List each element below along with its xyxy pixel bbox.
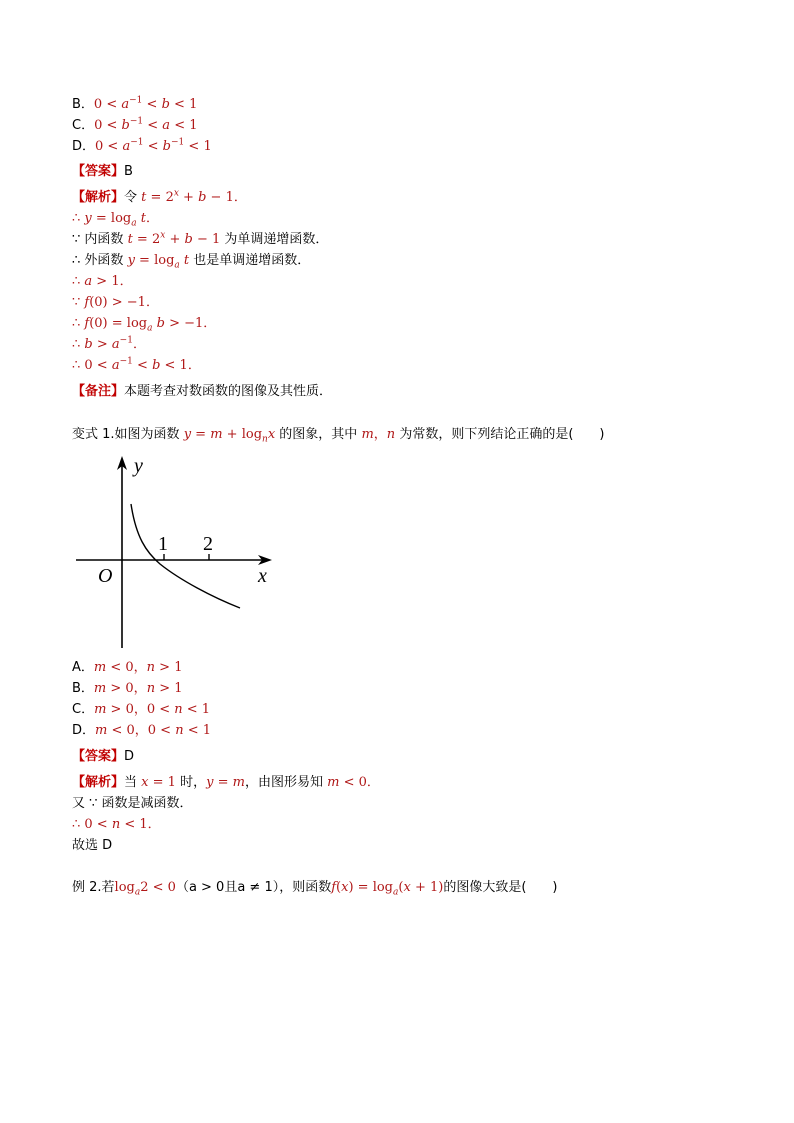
log-curve [131, 504, 240, 608]
variant-stem: 变式 1.如图为函数 $y = m + \log_nx$ 的图象，其中 m，n 为常数，则下列结论正确的是( ) [72, 427, 605, 445]
tick-label-2: 2 [203, 533, 213, 555]
step-8: ∴ $0 < a^{-1} < b < 1$． [72, 356, 201, 373]
variant-option-c: C．m > 0，0 < n < 1 [72, 702, 211, 717]
variant-option-b: B．m > 0，n > 1 [72, 681, 183, 696]
option-d: D．$0 < a^{-1} < b^{-1} < 1$ [72, 137, 212, 154]
variant-option-d: D．m < 0，0 < n < 1 [72, 723, 212, 738]
variant-analysis: 【解析】当 x = 1 时，y = m，由图形易知 m < 0． [72, 775, 380, 790]
step-4: ∴ a > 1． [72, 274, 133, 289]
variant-therefore: ∴ 0 < n < 1． [72, 817, 161, 832]
step-2: ∵ 内函数 $t = 2^x + b - 1$ 为单调递增函数． [72, 230, 329, 247]
example2-stem: 例 2.若$\log_a2 < 0(a > 0$且a ≠ 1），则函数$f(x) = \log_a(x + 1)$的图像大致是( ) [72, 880, 558, 898]
step-1: ∴ $y = \log_a t$． [72, 211, 159, 229]
option-b: B．$0 < a^{-1} < b < 1$ [72, 95, 198, 112]
step-6: ∴ $f(0) = \log_a b > -1$． [72, 316, 217, 334]
tick-label-1: 1 [158, 533, 168, 555]
note-line: 【备注】本题考查对数函数的图像及其性质． [72, 384, 333, 399]
step-7: ∴ $b > a^{-1}$． [72, 335, 146, 352]
variant-option-a: A．m < 0，n > 1 [72, 660, 183, 675]
answer-line: 【答案】B [72, 164, 133, 179]
variant-answer: 【答案】D [72, 749, 135, 764]
x-axis-label: x [258, 565, 267, 587]
step-3: ∴ 外函数 $y = \log_a t$ 也是单调递增函数． [72, 253, 311, 271]
step-5: ∵ f(0) > −1． [72, 295, 159, 310]
origin-label: O [98, 565, 113, 587]
variant-also: 又 ∵ 函数是减函数． [72, 796, 193, 811]
analysis-line: 【解析】令 $t = 2^x + b - 1$． [72, 188, 247, 205]
option-c: C．$0 < b^{-1} < a < 1$ [72, 116, 198, 133]
y-axis-label: y [134, 455, 143, 477]
function-graph [72, 452, 282, 652]
variant-conclusion: 故选 D [72, 838, 113, 853]
